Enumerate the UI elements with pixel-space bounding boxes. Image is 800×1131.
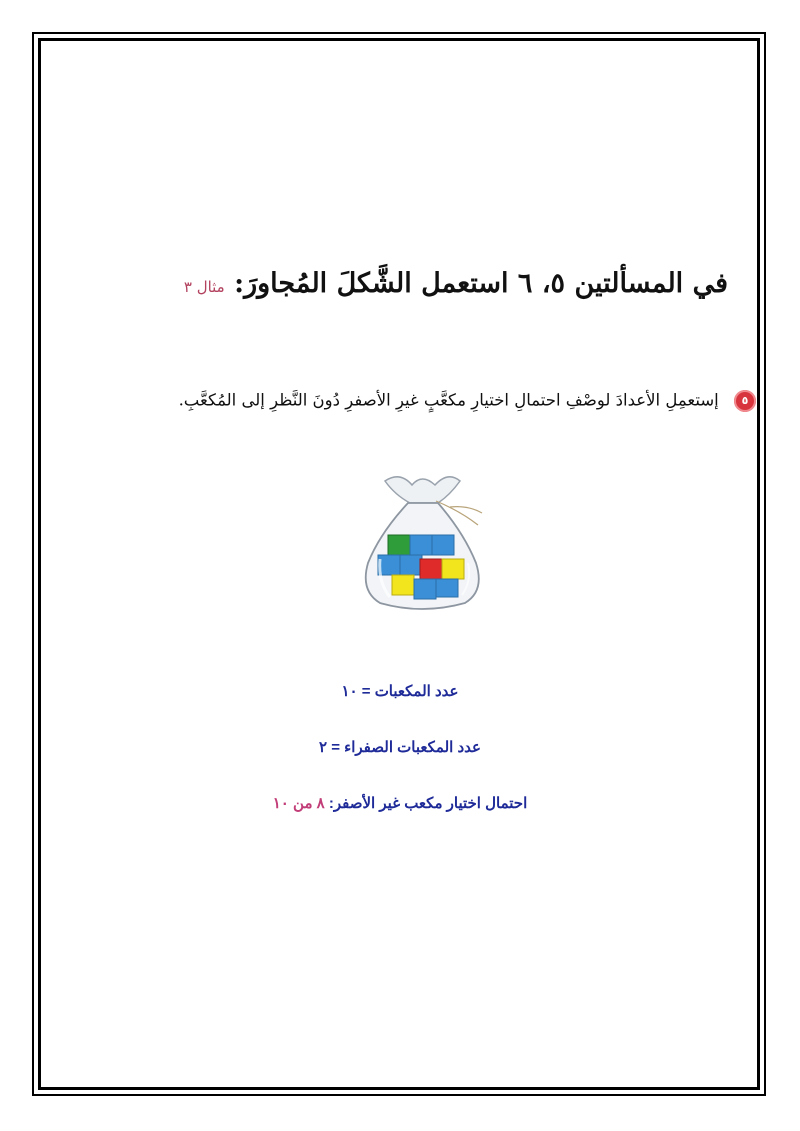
probability-label: احتمال اختيار مكعب غير الأصفر: [328,795,528,812]
question-text: إستعمِلِ الأعدادَ لوصْفِ احتمالِ اختيارِ مكعَّبٍ غيرِ الأصفرِ دُونَ النَّظرِ إلى المُكعَّبِ. [178,390,719,410]
heading-text: في المسألتين ٥، ٦ استعمل الشَّكلَ المُجاورَ: [234,268,728,299]
example-reference: مثال ٣ [183,278,225,296]
probability-value: ٨ من ١٠ [272,795,325,812]
total-cubes-line: عدد المكعبات = ١٠ [341,683,459,700]
section-heading [128,268,728,299]
question-5 [56,390,756,412]
yellow-cubes-line: عدد المكعبات الصفراء = ٢ [319,739,481,756]
cube-bag-illustration [350,463,495,613]
question-number-badge: ٥ [734,390,756,412]
probability-line [100,794,700,812]
